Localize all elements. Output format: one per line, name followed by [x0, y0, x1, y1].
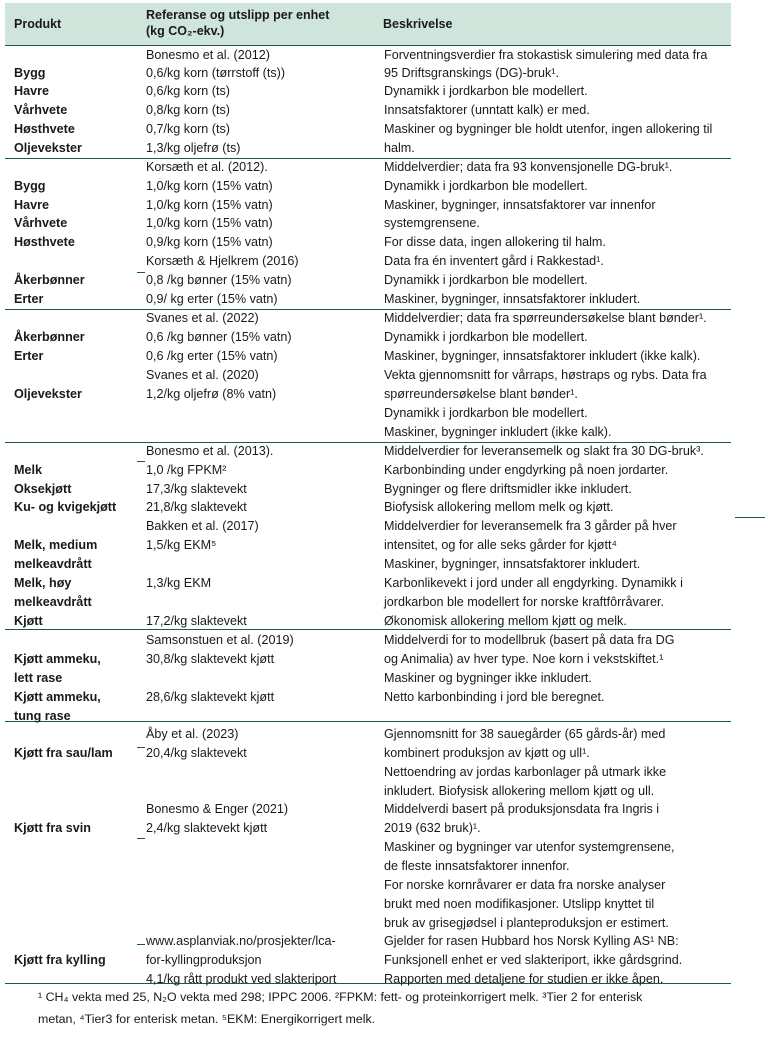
table-header [5, 3, 731, 45]
cell-reference: Samsonstuen et al. (2019) [146, 633, 294, 647]
cell-border-fragment [735, 517, 765, 518]
cell-reference: 1,0/kg korn (15% vatn) [146, 198, 273, 212]
cell-product: Havre [14, 84, 50, 98]
cell-border-fragment [137, 838, 145, 839]
cell-reference: www.asplanviak.no/prosjekter/lca- [146, 934, 336, 948]
cell-description: og Animalia) av hver type. Noe korn i vekstskiftet.¹ [384, 652, 664, 666]
cell-border-fragment [137, 747, 145, 748]
cell-reference: 1,2/kg oljefrø (8% vatn) [146, 387, 277, 401]
cell-reference: 4,1/kg rått produkt ved slakteriport [146, 972, 337, 986]
cell-description: Middelverdier for leveransemelk fra 3 gårder på hver [384, 519, 677, 533]
cell-product: Oljevekster [14, 141, 82, 155]
cell-reference: Bonesmo et al. (2012) [146, 48, 270, 62]
cell-description: Bygninger og flere driftsmidler ikke inkludert. [384, 482, 632, 496]
cell-description: Gjelder for rasen Hubbard hos Norsk Kylling AS¹ NB: [384, 934, 679, 948]
cell-reference: Bonesmo & Enger (2021) [146, 802, 289, 816]
cell-description: 95 Driftsgranskings (DG)-bruk¹. [384, 66, 559, 80]
cell-product: Kjøtt fra sau/lam [14, 746, 113, 760]
cell-description: Dynamikk i jordkarbon ble modellert. [384, 84, 588, 98]
cell-reference: 0,6 /kg erter (15% vatn) [146, 349, 278, 363]
cell-reference: 17,2/kg slaktevekt [146, 614, 247, 628]
cell-description: Maskiner, bygninger, innsatsfaktorer inkludert (ikke kalk). [384, 349, 701, 363]
cell-description: Dynamikk i jordkarbon ble modellert. [384, 330, 588, 344]
cell-description: systemgrensene. [384, 216, 480, 230]
cell-reference: 20,4/kg slaktevekt [146, 746, 247, 760]
cell-description: Nettoendring av jordas karbonlager på utmark ikke [384, 765, 667, 779]
cell-description: spørreundersøkelse blant bønder¹. [384, 387, 578, 401]
cell-product: Vårhvete [14, 103, 68, 117]
cell-description: Data fra én inventert gård i Rakkestad¹. [384, 254, 604, 268]
cell-reference: 21,8/kg slaktevekt [146, 500, 247, 514]
cell-description: inkludert. Biofysisk allokering mellom kjøtt og ull. [384, 784, 655, 798]
cell-description: intensitet, og for alle seks gårder for kjøtt⁴ [384, 538, 617, 552]
cell-product: Oksekjøtt [14, 482, 72, 496]
cell-description: Dynamikk i jordkarbon ble modellert. [384, 179, 588, 193]
cell-reference: Åby et al. (2023) [146, 727, 239, 741]
cell-description: Maskiner, bygninger, innsatsfaktorer var innenfor [384, 198, 656, 212]
cell-description: Middelverdier; data fra spørreundersøkelse blant bønder¹. [384, 311, 707, 325]
cell-reference: 0,9/kg korn (15% vatn) [146, 235, 273, 249]
cell-description: For norske kornråvarer er data fra norske analyser [384, 878, 666, 892]
footnote-line-1: ¹ CH₄ vekta med 25, N₂O vekta med 298; IPPC 2006. ²FPKM: fett- og proteinkorrigert melk. ³Tier 2 for enterisk [38, 990, 643, 1004]
cell-border-fragment [137, 272, 145, 273]
cell-reference: 0,8/kg korn (ts) [146, 103, 230, 117]
cell-product: Kjøtt fra svin [14, 821, 91, 835]
cell-description: Rapporten med detaljene for studien er ikke åpen. [384, 972, 664, 986]
cell-description: Maskiner, bygninger, innsatsfaktorer inkludert. [384, 557, 641, 571]
cell-reference: 1,0/kg korn (15% vatn) [146, 216, 273, 230]
cell-reference: 0,9/ kg erter (15% vatn) [146, 292, 278, 306]
cell-description: Middelverdi for to modellbruk (basert på data fra DG [384, 633, 675, 647]
cell-reference: Bakken et al. (2017) [146, 519, 259, 533]
cell-reference: 0,6 /kg bønner (15% vatn) [146, 330, 292, 344]
cell-description: Middelverdier; data fra 93 konvensjonelle DG-bruk¹. [384, 160, 673, 174]
cell-description: de fleste innsatsfaktorer innenfor. [384, 859, 570, 873]
cell-description: Dynamikk i jordkarbon ble modellert. [384, 273, 588, 287]
cell-product: Høsthvete [14, 122, 75, 136]
cell-border-fragment [137, 461, 145, 462]
cell-product: Melk, medium [14, 538, 98, 552]
cell-description: Maskiner og bygninger ikke inkludert. [384, 671, 592, 685]
cell-description: jordkarbon ble modellert for norske kraftfôrråvarer. [384, 595, 664, 609]
cell-description: Middelverdi basert på produksjonsdata fra Ingris i [384, 802, 660, 816]
cell-product: Ku- og kvigekjøtt [14, 500, 117, 514]
cell-reference: Korsæth et al. (2012). [146, 160, 268, 174]
group-divider [5, 721, 731, 722]
cell-description: Maskiner og bygninger var utenfor systemgrensene, [384, 840, 675, 854]
cell-border-fragment [137, 944, 145, 945]
cell-product: Melk, høy [14, 576, 72, 590]
footnote-line-2: metan, ⁴Tier3 for enterisk metan. ⁵EKM: Energikorrigert melk. [38, 1012, 376, 1026]
cell-product: Kjøtt ammeku, [14, 652, 101, 666]
cell-reference: 1,5/kg EKM⁵ [146, 538, 217, 552]
cell-product: Vårhvete [14, 216, 68, 230]
cell-reference: Bonesmo et al. (2013). [146, 444, 274, 458]
cell-product: Havre [14, 198, 50, 212]
header-description: Beskrivelse [383, 17, 453, 31]
cell-reference: 28,6/kg slaktevekt kjøtt [146, 690, 275, 704]
cell-description: 2019 (632 bruk)¹. [384, 821, 481, 835]
cell-reference: 1,0/kg korn (15% vatn) [146, 179, 273, 193]
cell-description: Biofysisk allokering mellom melk og kjøtt. [384, 500, 614, 514]
cell-product: melkeavdrått [14, 557, 92, 571]
cell-reference: Svanes et al. (2022) [146, 311, 259, 325]
cell-description: Vekta gjennomsnitt for vårraps, høstraps og rybs. Data fra [384, 368, 707, 382]
cell-product: Melk [14, 463, 42, 477]
cell-description: Middelverdier for leveransemelk og slakt fra 30 DG-bruk³. [384, 444, 704, 458]
cell-product: Erter [14, 292, 44, 306]
cell-description: For disse data, ingen allokering til halm. [384, 235, 606, 249]
cell-description: Maskiner og bygninger ble holdt utenfor, ingen allokering til [384, 122, 713, 136]
cell-description: Maskiner, bygninger, innsatsfaktorer inkludert. [384, 292, 641, 306]
cell-product: melkeavdrått [14, 595, 92, 609]
cell-product: Åkerbønner [14, 330, 85, 344]
cell-reference: 17,3/kg slaktevekt [146, 482, 247, 496]
cell-reference: 2,4/kg slaktevekt kjøtt [146, 821, 268, 835]
cell-product: Oljevekster [14, 387, 82, 401]
cell-description: Innsatsfaktorer (unntatt kalk) er med. [384, 103, 590, 117]
cell-reference: for-kyllingproduksjon [146, 953, 262, 967]
cell-description: Funksjonell enhet er ved slakteriport, ikke gårdsgrind. [384, 953, 683, 967]
cell-product: Kjøtt ammeku, [14, 690, 101, 704]
cell-description: Netto karbonbinding i jord ble beregnet. [384, 690, 605, 704]
cell-reference: 0,6/kg korn (tørrstoff (ts)) [146, 66, 286, 80]
cell-description: Gjennomsnitt for 38 sauegårder (65 gårds-år) med [384, 727, 666, 741]
cell-reference: 1,3/kg EKM [146, 576, 212, 590]
cell-reference: Svanes et al. (2020) [146, 368, 259, 382]
cell-product: Høsthvete [14, 235, 75, 249]
header-product: Produkt [14, 17, 62, 31]
cell-reference: 1,0 /kg FPKM² [146, 463, 227, 477]
cell-description: Karbonlikevekt i jord under all engdyrking. Dynamikk i [384, 576, 683, 590]
cell-product: Åkerbønner [14, 273, 85, 287]
cell-product: Bygg [14, 179, 46, 193]
cell-description: Karbonbinding under engdyrking på noen jordarter. [384, 463, 669, 477]
cell-description: Forventningsverdier fra stokastisk simulering med data fra [384, 48, 708, 62]
cell-reference: 1,3/kg oljefrø (ts) [146, 141, 241, 155]
cell-reference: 30,8/kg slaktevekt kjøtt [146, 652, 275, 666]
cell-product: Erter [14, 349, 44, 363]
cell-description: halm. [384, 141, 415, 155]
cell-reference: 0,6/kg korn (ts) [146, 84, 230, 98]
cell-product: Bygg [14, 66, 46, 80]
cell-description: brukt med noen modifikasjoner. Utslipp knyttet til [384, 897, 655, 911]
cell-description: kombinert produksjon av kjøtt og ull¹. [384, 746, 590, 760]
cell-description: Dynamikk i jordkarbon ble modellert. [384, 406, 588, 420]
cell-product: Kjøtt fra kylling [14, 953, 106, 967]
cell-reference: 0,8 /kg bønner (15% vatn) [146, 273, 292, 287]
header-reference: Referanse og utslipp per enhet (kg CO₂-ekv.) [146, 8, 330, 38]
cell-description: Maskiner, bygninger inkludert (ikke kalk). [384, 425, 612, 439]
cell-description: bruk av grisegjødsel i planteproduksjon er estimert. [384, 916, 669, 930]
cell-description: Økonomisk allokering mellom kjøtt og melk. [384, 614, 627, 628]
cell-reference: Korsæth & Hjelkrem (2016) [146, 254, 299, 268]
cell-product: lett rase [14, 671, 63, 685]
cell-product: Kjøtt [14, 614, 43, 628]
cell-reference: 0,7/kg korn (ts) [146, 122, 230, 136]
cell-product: tung rase [14, 709, 71, 723]
